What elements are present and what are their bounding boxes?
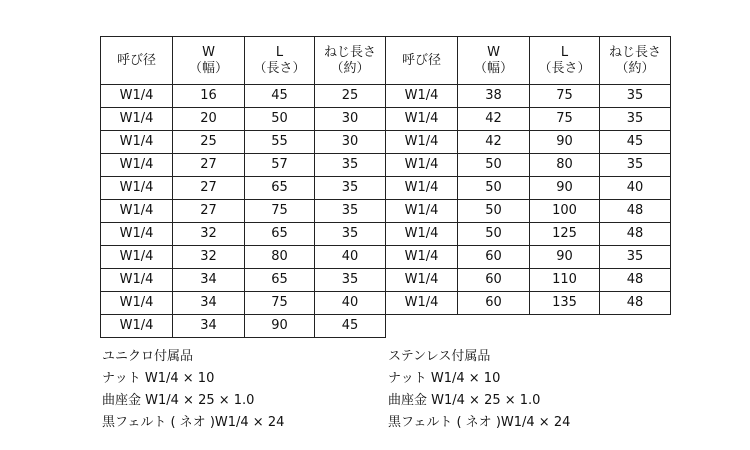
column-header-label: 呼び径 <box>401 52 441 68</box>
column-header-label: ねじ長さ <box>323 44 376 60</box>
column-header <box>245 37 315 85</box>
table-cell: W1/4 <box>101 154 173 177</box>
table-cell: 42 <box>458 131 530 154</box>
table-cell: 50 <box>458 200 530 223</box>
table-cell: 60 <box>458 269 530 292</box>
table-cell: 35 <box>600 85 671 108</box>
table-cell: 75 <box>245 292 315 315</box>
accessory-line: ナット W1/4 × 10 <box>102 371 215 386</box>
table-cell: 50 <box>458 154 530 177</box>
table-cell: 90 <box>530 246 600 269</box>
accessory-line: 黒フェルト ( ネオ )W1/4 × 24 <box>102 415 285 430</box>
column-header <box>101 37 173 85</box>
column-header-label: W <box>487 44 500 60</box>
table-cell: 45 <box>245 85 315 108</box>
table-cell: W1/4 <box>101 108 173 131</box>
table-cell: W1/4 <box>101 315 173 338</box>
table-cell: 34 <box>173 315 245 338</box>
table-cell: 40 <box>600 177 671 200</box>
table-cell: 80 <box>245 246 315 269</box>
column-header <box>173 37 245 85</box>
table-cell: 38 <box>458 85 530 108</box>
table-cell: 35 <box>600 154 671 177</box>
column-header-sublabel: （長さ） <box>538 60 591 76</box>
table-cell: W1/4 <box>386 177 458 200</box>
table-row <box>101 177 671 200</box>
table-cell: W1/4 <box>386 269 458 292</box>
table-cell: 25 <box>173 131 245 154</box>
table-cell: W1/4 <box>386 246 458 269</box>
column-header-label: W <box>202 44 215 60</box>
table-cell: 30 <box>315 131 386 154</box>
table-cell: W1/4 <box>101 131 173 154</box>
table-cell: 42 <box>458 108 530 131</box>
table-header-row <box>101 37 671 85</box>
table-cell: 48 <box>600 200 671 223</box>
column-header-sublabel: （長さ） <box>253 60 306 76</box>
table-cell: 32 <box>173 223 245 246</box>
table-cell: 40 <box>315 292 386 315</box>
accessories-uniclo <box>102 346 284 434</box>
table-cell: W1/4 <box>386 131 458 154</box>
table-cell: 55 <box>245 131 315 154</box>
table-cell: 20 <box>173 108 245 131</box>
table-cell: 40 <box>315 246 386 269</box>
table-cell: 135 <box>530 292 600 315</box>
table-cell: 110 <box>530 269 600 292</box>
table-cell: W1/4 <box>101 200 173 223</box>
table-row <box>101 246 671 269</box>
table-row <box>101 223 671 246</box>
table-row <box>101 108 671 131</box>
table-cell: 45 <box>600 131 671 154</box>
column-header-sublabel: （約） <box>615 60 655 76</box>
table-cell: W1/4 <box>386 200 458 223</box>
table-cell: 48 <box>600 292 671 315</box>
table-cell: 27 <box>173 154 245 177</box>
table-cell: 65 <box>245 177 315 200</box>
table-cell: W1/4 <box>386 292 458 315</box>
table-row <box>101 315 671 338</box>
table-cell: 35 <box>600 246 671 269</box>
table-cell: W1/4 <box>101 85 173 108</box>
table-cell: W1/4 <box>101 177 173 200</box>
table-cell: 75 <box>530 108 600 131</box>
column-header <box>458 37 530 85</box>
table-cell: 57 <box>245 154 315 177</box>
table-cell: 30 <box>315 108 386 131</box>
table-row <box>101 200 671 223</box>
accessories-uniclo-title: ユニクロ付属品 <box>102 349 194 364</box>
table-row <box>101 131 671 154</box>
accessory-line: ナット W1/4 × 10 <box>388 371 501 386</box>
table-cell: 65 <box>245 223 315 246</box>
table-cell: W1/4 <box>101 223 173 246</box>
column-header-label: L <box>560 44 569 60</box>
table-cell: 60 <box>458 246 530 269</box>
table-cell: 35 <box>315 177 386 200</box>
table-cell: 35 <box>315 223 386 246</box>
table-cell: 45 <box>315 315 386 338</box>
table-cell: 27 <box>173 177 245 200</box>
accessory-line: 曲座金 W1/4 × 25 × 1.0 <box>388 393 541 408</box>
table-cell: 75 <box>245 200 315 223</box>
table-row <box>101 269 671 292</box>
table-row <box>101 85 671 108</box>
table-cell: 50 <box>458 177 530 200</box>
table-cell: W1/4 <box>386 154 458 177</box>
table-cell: W1/4 <box>386 223 458 246</box>
spec-table <box>100 36 671 338</box>
table-cell: 90 <box>530 131 600 154</box>
accessory-line: 曲座金 W1/4 × 25 × 1.0 <box>102 393 255 408</box>
accessories-stainless <box>388 346 570 434</box>
column-header-label: 呼び径 <box>116 52 156 68</box>
table-cell: W1/4 <box>386 85 458 108</box>
accessories-stainless-title: ステンレス付属品 <box>388 349 491 364</box>
table-cell: 27 <box>173 200 245 223</box>
table-cell: 16 <box>173 85 245 108</box>
table-cell: 48 <box>600 269 671 292</box>
accessory-line: 黒フェルト ( ネオ )W1/4 × 24 <box>388 415 571 430</box>
table-row <box>101 292 671 315</box>
table-cell: W1/4 <box>101 292 173 315</box>
table-cell: W1/4 <box>101 246 173 269</box>
table-cell: 50 <box>458 223 530 246</box>
table-cell: 48 <box>600 223 671 246</box>
column-header <box>530 37 600 85</box>
table-cell: 25 <box>315 85 386 108</box>
table-row <box>101 154 671 177</box>
table-cell: 75 <box>530 85 600 108</box>
table-cell: 35 <box>315 200 386 223</box>
table-cell: 90 <box>530 177 600 200</box>
column-header-sublabel: （幅） <box>188 60 228 76</box>
table-cell: 65 <box>245 269 315 292</box>
column-header-sublabel: （幅） <box>473 60 513 76</box>
table-cell: 34 <box>173 292 245 315</box>
table-cell: 34 <box>173 269 245 292</box>
table-cell: 35 <box>315 269 386 292</box>
column-header <box>315 37 386 85</box>
empty-cell <box>386 315 671 338</box>
table-cell: 90 <box>245 315 315 338</box>
table-cell: W1/4 <box>101 269 173 292</box>
table-cell: 125 <box>530 223 600 246</box>
column-header-label: L <box>275 44 284 60</box>
column-header <box>386 37 458 85</box>
table-cell: 35 <box>315 154 386 177</box>
table-cell: 50 <box>245 108 315 131</box>
column-header-sublabel: （約） <box>330 60 370 76</box>
column-header <box>600 37 671 85</box>
table-cell: 80 <box>530 154 600 177</box>
table-cell: W1/4 <box>386 108 458 131</box>
column-header-label: ねじ長さ <box>608 44 661 60</box>
table-cell: 32 <box>173 246 245 269</box>
table-cell: 35 <box>600 108 671 131</box>
table-cell: 60 <box>458 292 530 315</box>
table-cell: 100 <box>530 200 600 223</box>
